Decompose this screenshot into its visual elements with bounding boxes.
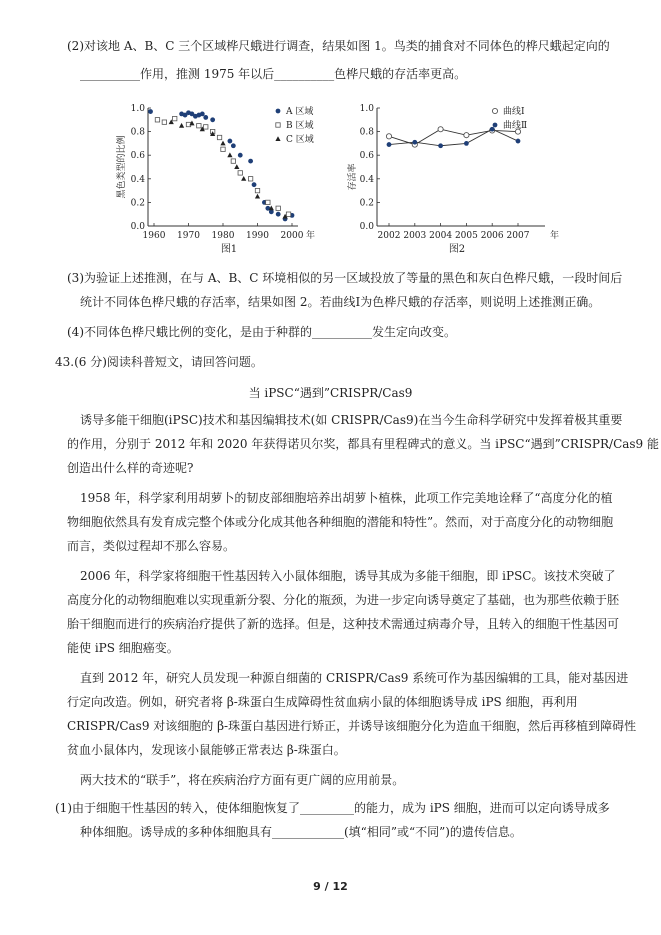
para3-line4: 能使 iPS 细胞癌变。 [67, 641, 179, 655]
fig1-y-tick-label: 0.8 [130, 127, 145, 138]
fig1-y-tick-label: 0.4 [130, 174, 145, 185]
article-title: 当 iPSC“遇到”CRISPR/Cas9 [248, 386, 413, 400]
fig2-point-曲线Ⅰ [438, 127, 443, 132]
q42-3-line2: 统计不同体色桦尺蛾的存活率，结果如图 2。若曲线Ⅰ为色桦尺蛾的存活率，则说明上述推测正确。 [80, 295, 601, 309]
fig1-x-tick-label: 2000 [280, 231, 304, 241]
para1-line2: 的作用，分别于 2012 年和 2020 年获得诺贝尔奖，都具有里程碑式的意义。当 iPSC“遇到”CRISPR/Cas9 能 [67, 437, 660, 451]
fig1-point-A区域 [228, 139, 233, 144]
fig1-point-A区域 [210, 117, 215, 122]
fig1-legend-marker [276, 109, 281, 114]
fig1-point-A区域 [248, 159, 253, 164]
fig1-point-B区域 [266, 200, 270, 204]
para1-line3: 创造出什么样的奇迹呢? [67, 461, 194, 475]
fig1-point-B区域 [276, 206, 280, 210]
para1-line1: 诱导多能干细胞(iPSC)技术和基因编辑技术(如 CRISPR/Cas9)在当今生命科学研究中发挥着极其重要 [80, 413, 623, 427]
fig1-y-tick-label: 1.0 [130, 104, 145, 114]
figure-1-chart [110, 96, 332, 256]
fig1-point-B区域 [255, 188, 259, 192]
fig2-point-曲线Ⅱ [516, 139, 521, 144]
fig2-point-曲线Ⅰ [386, 134, 391, 139]
fig2-y-tick-label: 0.6 [359, 151, 374, 162]
fig1-point-B区域 [217, 135, 221, 139]
fig1-y-tick-label: 0.0 [130, 222, 145, 232]
fig1-point-A区域 [148, 109, 153, 114]
fig2-legend-label: 曲线Ⅰ [503, 107, 525, 117]
fig1-x-tick-label: 1990 [246, 231, 269, 241]
fig1-point-B区域 [248, 177, 252, 181]
fig1-title: 图1 [220, 244, 238, 255]
fig1-point-B区域 [286, 212, 290, 216]
para2-line2: 物细胞依然具有发育成完整个体或分化成其他各种细胞的潜能和特性”。然而，对于高度分化的动物细胞 [67, 515, 614, 529]
fig1-point-B区域 [204, 125, 208, 129]
fig1-point-B区域 [155, 118, 159, 122]
fig2-y-axis-label: 存活率 [348, 163, 358, 191]
fig2-x-tick-label: 2003 [403, 231, 427, 241]
para4-line3: CRISPR/Cas9 对该细胞的 β-珠蛋白基因进行矫正，并诱导该细胞分化为造血干细胞，然后再移植到障碍性 [67, 719, 637, 733]
fig2-point-曲线Ⅰ [464, 133, 469, 138]
q42-3-line1: (3)为验证上述推测，在与 A、B、C 环境相似的另一区域投放了等量的黑色和灰白色桦尺蛾，一段时间后 [67, 271, 623, 285]
fig1-x-axis-label: 年 [306, 231, 316, 241]
fig1-y-axis-label: 黑色类型的比例 [117, 135, 127, 199]
para4-line1: 直到 2012 年，研究人员发现一种源自细菌的 CRISPR/Cas9 系统可作为基因编辑的工具，能对基因进 [80, 671, 629, 685]
fig1-y-tick-label: 0.6 [130, 151, 145, 162]
fig2-y-tick-label: 0.2 [359, 198, 374, 209]
fig1-point-B区域 [221, 147, 225, 151]
para2-line3: 而言，类似过程却不那么容易。 [67, 539, 236, 553]
fig2-point-曲线Ⅱ [438, 143, 443, 148]
fig1-point-A区域 [200, 112, 205, 117]
fig2-y-tick-label: 0.0 [359, 222, 374, 232]
fig2-x-tick-label: 2006 [480, 231, 504, 241]
fig1-x-tick-label: 1960 [142, 231, 166, 241]
fig1-point-B区域 [197, 124, 201, 128]
fig2-line-曲线Ⅱ [389, 129, 518, 146]
fig1-y-tick-label: 0.2 [130, 198, 145, 209]
figure-2-chart [345, 96, 560, 256]
fig1-point-C区域 [234, 164, 239, 169]
fig2-title: 图2 [448, 244, 466, 255]
fig2-x-axis-label: 年 [550, 231, 560, 241]
para2-line1: 1958 年，科学家利用胡萝卜的韧皮部细胞培养出胡萝卜植株，此项工作完美地诠释了“高度分化的植 [80, 491, 613, 505]
q42-2-line2: __________作用，推测 1975 年以后__________色桦尺蛾的存活率更高。 [80, 67, 467, 81]
para3-line3: 胎干细胞而进行的疾病治疗提供了新的选择。但是，这种技术需通过病毒介导，且转入的细胞干性基因可 [67, 617, 620, 631]
fig1-legend-label: A 区域 [286, 107, 314, 117]
fig1-x-tick-label: 1980 [211, 231, 235, 241]
q43-header: 43.(6 分)阅读科普短文，请回答问题。 [55, 355, 263, 369]
fig1-point-C区域 [255, 194, 260, 199]
fig2-x-tick-label: 2002 [377, 231, 401, 241]
fig1-point-A区域 [252, 182, 257, 187]
fig1-point-C区域 [220, 141, 225, 146]
fig1-point-A区域 [203, 115, 208, 120]
fig1-point-C区域 [241, 176, 246, 181]
q42-4: (4)不同体色桦尺蛾比例的变化，是由于种群的__________发生定向改变。 [67, 325, 457, 339]
q43-1-line1: (1)由于细胞干性基因的转入，使体细胞恢复了_________的能力，成为 iPS 细胞，进而可以定向诱导成多 [55, 801, 610, 815]
fig2-legend-marker [493, 123, 498, 128]
fig2-y-tick-label: 1.0 [359, 104, 374, 114]
para4-line2: 行定向改造。例如，研究者将 β-珠蛋白生成障碍性贫血病小鼠的体细胞诱导成 iPS 细胞，再利用 [67, 695, 578, 709]
fig2-point-曲线Ⅱ [464, 141, 469, 146]
fig1-point-A区域 [231, 143, 236, 148]
q42-2-line1: (2)对该地 A、B、C 三个区域桦尺蛾进行调查，结果如图 1。鸟类的捕食对不同体色的桦尺蛾起定向的 [67, 39, 610, 53]
fig1-legend-label: C 区域 [286, 135, 314, 145]
para3-line2: 高度分化的动物细胞难以实现重新分裂、分化的瓶颈，为进一步定向诱导奠定了基础，也为那些依赖于胚 [67, 593, 620, 607]
fig1-point-A区域 [238, 153, 243, 158]
fig1-legend-marker [275, 136, 280, 141]
fig1-point-B区域 [238, 171, 242, 175]
fig2-y-tick-label: 0.4 [359, 174, 374, 185]
fig1-legend-marker [276, 123, 280, 127]
fig1-point-C区域 [179, 123, 184, 128]
fig2-line-曲线Ⅰ [389, 129, 518, 144]
fig1-point-B区域 [231, 159, 235, 163]
fig1-point-B区域 [173, 116, 177, 120]
fig2-point-曲线Ⅱ [412, 140, 417, 145]
fig2-y-tick-label: 0.8 [359, 127, 374, 138]
fig2-x-tick-label: 2005 [454, 231, 478, 241]
fig2-x-tick-label: 2004 [429, 231, 453, 241]
para3-line1: 2006 年，科学家将细胞干性基因转入小鼠体细胞，诱导其成为多能干细胞，即 iPSC。该技术突破了 [80, 569, 616, 583]
fig2-legend-marker [492, 108, 497, 113]
page-number: 9 / 12 [313, 880, 348, 893]
fig1-point-C区域 [227, 152, 232, 157]
fig2-legend-label: 曲线Ⅱ [503, 121, 528, 131]
fig1-x-tick-label: 1970 [177, 231, 200, 241]
para5: 两大技术的“联手”，将在疾病治疗方面有更广阔的应用前景。 [80, 773, 405, 787]
para4-line4: 贫血小鼠体内，发现该小鼠能够正常表达 β-珠蛋白。 [67, 743, 346, 757]
fig2-point-曲线Ⅱ [490, 127, 495, 132]
fig1-legend-label: B 区域 [286, 121, 314, 131]
fig1-point-B区域 [162, 120, 166, 124]
fig2-point-曲线Ⅱ [387, 142, 392, 147]
q43-1-line2: 种体细胞。诱导成的多种体细胞具有____________(填“相同”或“不同”)的遗传信息。 [80, 825, 522, 839]
fig2-x-tick-label: 2007 [506, 231, 530, 241]
fig1-point-A区域 [276, 212, 281, 217]
